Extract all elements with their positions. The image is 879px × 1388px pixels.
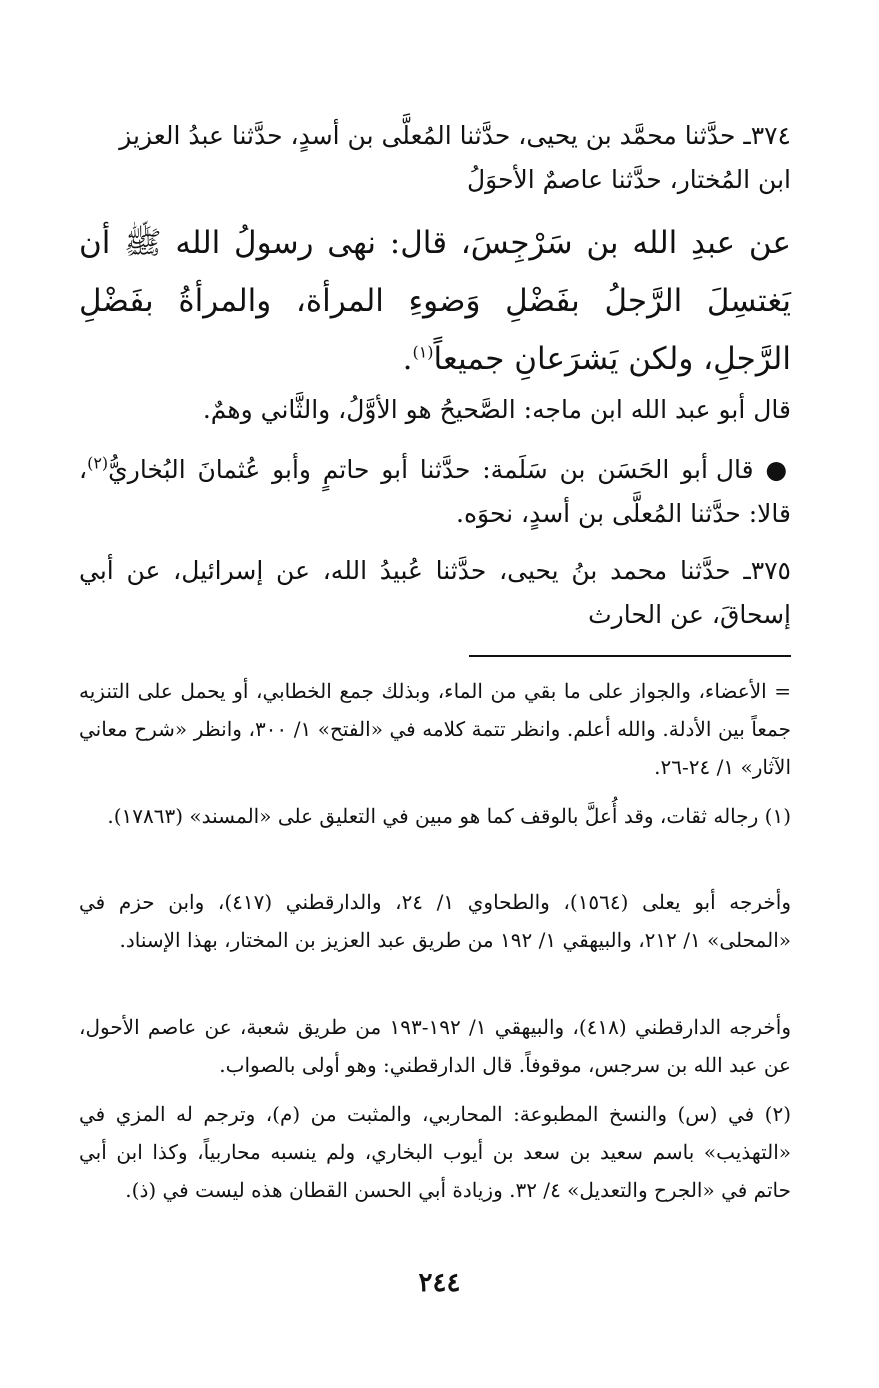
- footnote-ref-1: (١): [412, 342, 434, 362]
- hadith-374-isnad: [79, 114, 791, 202]
- matn-end: .: [402, 341, 413, 377]
- hadith-374-matn: [79, 214, 791, 388]
- footnote-1-sources: وأخرجه أبو يعلى (١٥٦٤)، والطحاوي ١/ ٢٤، والدارقطني (٤١٧)، وابن حزم في «المحلى» ١/ ٢١٢، والبيهقي ١/ ١٩٢ من طريق عبد العزيز بن المختار، بهذا الإسناد.: [79, 890, 791, 952]
- hadith-374-line2: ابن المُختار، حدَّثنا عاصمٌ الأحوَلُ: [466, 165, 791, 194]
- abu-hasan-text: قال أبو الحَسَن بن سَلَمة: حدَّثنا أبو حاتمٍ وأبو عُثمانَ البُخاريُّ: [108, 455, 754, 484]
- footnote-1: (١) رجاله ثقات، وقد أُعلَّ بالوقف كما هو مبين في التعليق على «المسند» (١٧٨٦٣).: [107, 804, 791, 828]
- ibn-majah-comment: قال أبو عبد الله ابن ماجه: الصَّحيحُ هو الأوَّلُ، والثَّاني وهمٌ.: [202, 395, 791, 424]
- hadith-375: ٣٧٥ـ حدَّثنا محمد بنُ يحيى، حدَّثنا عُبيدُ الله، عن إسرائيل، عن أبي إسحاقَ، عن الحارث: [79, 556, 791, 629]
- footnote-continuation: = الأعضاء، والجواز على ما بقي من الماء، وبذلك جمع الخطابي، أو يحمل على التنزيه جمعاً بين الأدلة. والله أعلم. وانظر تتمة كلامه في «الفتح» ١/ ٣٠٠، وانظر «شرح معاني الآثار» ١/ ٢٤-٢٦.: [79, 679, 791, 779]
- abu-hasan-addition: [79, 448, 791, 536]
- abu-hasan-text-end: ، قالا: حدَّثنا المُعلَّى بن أسدٍ، نحوَه.: [79, 455, 791, 528]
- bullet-icon: ●: [765, 455, 791, 484]
- page-number: ٢٤٤: [418, 1268, 461, 1298]
- matn-text: عن عبدِ الله بن سَرْجِسَ، قال: نهى رسولُ الله ﷺ أن يَغتسِلَ الرَّجلُ بفَضْلِ وَضوءِ المرأة، والمرأةُ بفَضْلِ الرَّجلِ، ولكن يَشرَعانِ جميعاً: [79, 225, 791, 377]
- footnote-1-mawquf: وأخرجه الدارقطني (٤١٨)، والبيهقي ١/ ١٩٢-١٩٣ من طريق شعبة، عن عاصم الأحول، عن عبد الله بن سرجس، موقوفاً. قال الدارقطني: وهو أولى بالصواب.: [79, 1015, 791, 1077]
- hadith-374-line1: ٣٧٤ـ حدَّثنا محمَّد بن يحيى، حدَّثنا المُعلَّى بن أسدٍ، حدَّثنا عبدُ العزيز: [119, 121, 791, 150]
- footnote-2: (٢) في (س) والنسخ المطبوعة: المحاربي، والمثبت من (م)، وترجم له المزي في «التهذيب» باسم سعيد بن سعد بن أيوب البخاري، ولم ينسبه محاربياً، وكذا ابن أبي حاتم في «الجرح والتعديل» ٤/ ٣٢. وزيادة أبي الحسن القطان هذه ليست في (ذ).: [79, 1102, 791, 1202]
- footnote-divider: [469, 655, 791, 657]
- footnote-ref-2: (٢): [87, 453, 109, 473]
